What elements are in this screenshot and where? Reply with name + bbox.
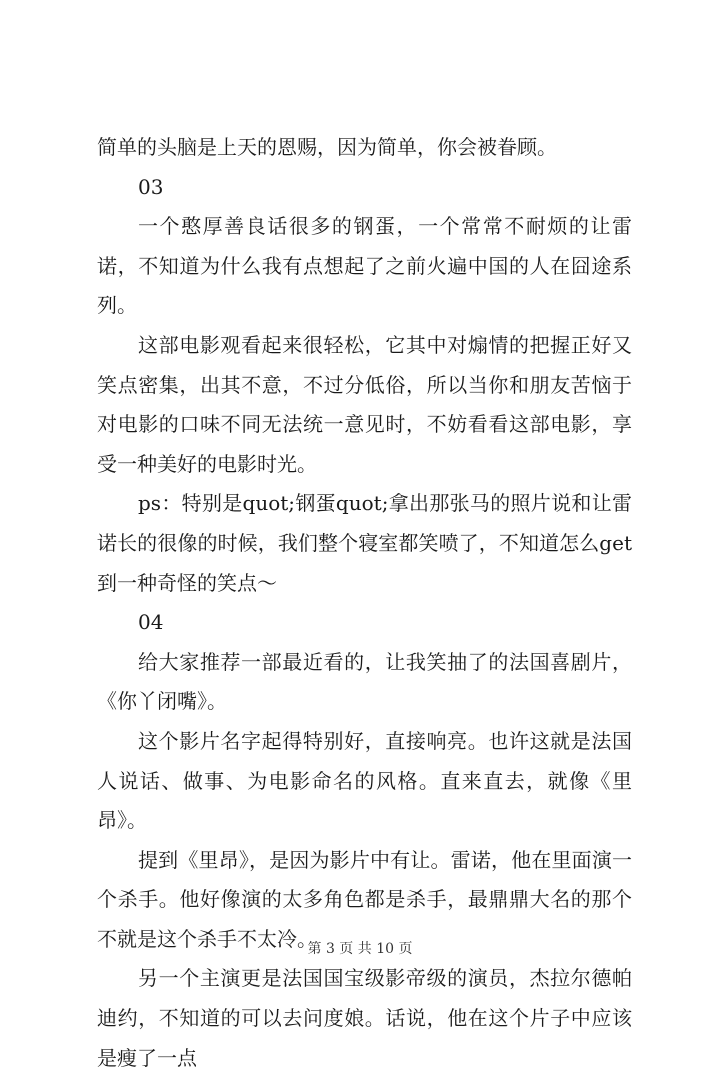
section-number: 03 (138, 174, 164, 199)
paragraph: 一个憨厚善良话很多的钢蛋，一个常常不耐烦的让雷诺，不知道为什么我有点想起了之前火遍中国的人在囧途系列。 (97, 214, 632, 318)
paragraph: 另一个主演更是法国国宝级影帝级的演员，杰拉尔德帕迪约，不知道的可以去问度娘。话说，他在这个片子中应该是瘦了一点 (97, 966, 632, 1070)
section-number: 04 (138, 610, 164, 635)
paragraph: 这个影片名字起得特别好，直接响亮。也许这就是法国人说话、做事、为电影命名的风格。直来直去，就像《里昂》。 (97, 728, 632, 833)
paragraph: ps：特别是quot;钢蛋quot;拿出那张马的照片说和让雷诺长的很像的时候，我们整个寝室都笑喷了，不知道怎么get到一种奇怪的笑点～ (97, 491, 632, 595)
paragraph: 这部电影观看起来很轻松，它其中对煽情的把握正好又笑点密集，出其不意，不过分低俗，所以当你和朋友苦恼于对电影的口味不同无法统一意见时，不妨看看这部电影，享受一种美好的电影时光。 (97, 332, 632, 476)
page-footer: 第 3 页 共 10 页 (307, 941, 413, 957)
paragraph: 给大家推荐一部最近看的，让我笑抽了的法国喜剧片，《你丫闭嘴》。 (97, 649, 632, 714)
paragraph: 提到《里昂》，是因为影片中有让。雷诺，他在里面演一个杀手。他好像演的太多角色都是杀手，最鼎鼎大名的那个不就是这个杀手不太冷。 (97, 847, 632, 951)
paragraph: 简单的头脑是上天的恩赐，因为简单，你会被眷顾。 (97, 135, 557, 159)
document-body (97, 128, 632, 1078)
